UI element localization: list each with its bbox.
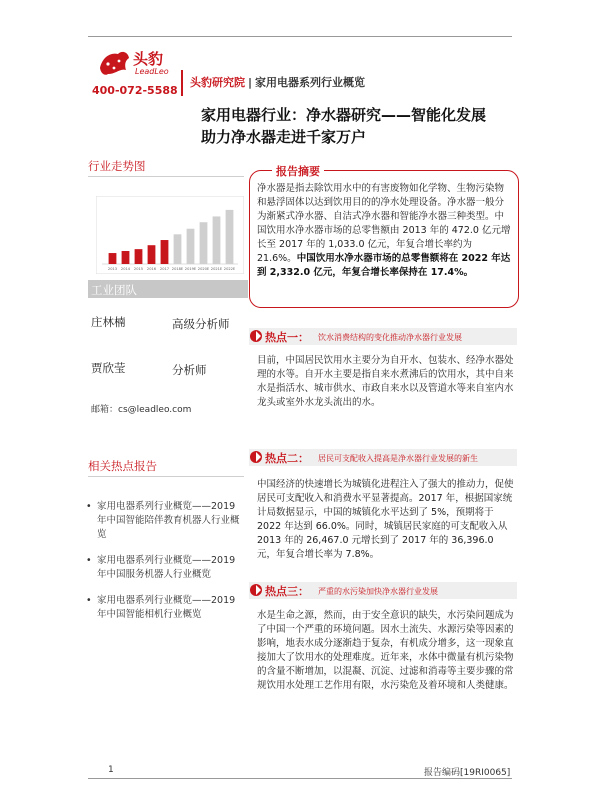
- related-report-item[interactable]: • 家用电器系列行业概览——2019 年中国智能相机行业概览: [86, 594, 246, 622]
- hotspot-icon: [249, 583, 263, 597]
- related-divider: [88, 476, 244, 477]
- chart-bar: [161, 240, 169, 264]
- summary-label: 报告摘要: [272, 163, 324, 179]
- contact-email[interactable]: 邮箱：cs@leadleo.com: [91, 405, 192, 415]
- hotspot-icon: [249, 329, 263, 343]
- trend-heading: 行业走势图: [88, 159, 146, 173]
- institute-name: 头豹研究院: [190, 76, 245, 89]
- series-name: 家用电器系列行业概览: [255, 76, 366, 89]
- page-title-line1: 家用电器行业：净水器研究——智能化发展: [201, 106, 487, 124]
- trend-chart: [96, 196, 244, 274]
- chart-tick-label: 2016: [146, 267, 157, 271]
- hotspot-subtitle: 居民可支配收入提高是净水器行业发展的新生: [318, 454, 478, 463]
- chart-tick-label: 2021E: [210, 267, 223, 271]
- chart-tick-label: 2015: [133, 267, 144, 271]
- chart-tick-label: 2018E: [171, 267, 184, 271]
- hotspot-body: 水是生命之源，然而，由于安全意识的缺失，水污染问题成为了中国一个严重的环境问题。因水土流失、水源污染等因素的影响，地表水成分逐渐趋于复杂，有机成分增多，这一现象直接加大了饮用水的处理难度。近年来，水体中微量有机污染物的含量不断增加，以混凝、沉淀、过滤和消毒等主要步骤的常规饮用水处理工艺作用有限，水污染危及着环境和人类健康。: [257, 610, 514, 691]
- report-code: 报告编码[19RI0065]: [424, 768, 511, 778]
- page-title: [201, 104, 521, 148]
- team-heading-bar: [88, 280, 248, 298]
- related-report-item[interactable]: • 家用电器系列行业概览——2019 年中国智能陪伴教育机器人行业概览: [86, 500, 246, 542]
- chart-bar: [135, 249, 143, 264]
- analyst-role: 分析师: [172, 363, 207, 377]
- analyst-name: 贾欣莹: [91, 361, 126, 375]
- trend-divider: [88, 176, 244, 177]
- chart-tick-label: 2014: [120, 267, 131, 271]
- hotspot-body: 目前，中国居民饮用水主要分为自开水、包装水、经净水器处理的水等。自开水主要是指自来水煮沸后的饮用水，其中自来水是指活水、城市供水、市政自来水以及管道水等来自室内水龙头或室外水龙头流出的水。: [257, 355, 514, 408]
- page-number: 1: [108, 765, 114, 775]
- chart-bar: [122, 251, 130, 264]
- chart-bar: [226, 210, 234, 264]
- chart-bar: [174, 234, 182, 264]
- related-heading: 相关热点报告: [88, 459, 157, 473]
- analyst-name: 庄林楠: [91, 315, 126, 329]
- chart-bar: [200, 222, 208, 264]
- contact-phone: 400-072-5588: [92, 84, 178, 97]
- chart-tick-label: 2013: [107, 267, 118, 271]
- summary-highlight: 中国饮用水净水器市场的总零售额将在 2022 年达到 2,332.0 亿元，年复合增长率保持在 17.4%。: [257, 253, 511, 278]
- series-separator: |: [248, 76, 253, 89]
- analyst-role: 高级分析师: [172, 317, 230, 331]
- chart-tick-label: 2022E: [223, 267, 236, 271]
- page-title-line2: 助力净水器走进千家万户: [201, 128, 367, 146]
- chart-tick-label: 2017: [159, 267, 170, 271]
- summary-body: 净水器是指去除饮用水中的有害废物如化学物、生物污染物和悬浮固体以达到饮用目的的净水处理设备。净水器一般分为渐紧式净水器、自洁式净水器和智能净水器三种类型。中国饮用水净水器市场的总零售额由 2013 年的 472.0 亿元增长至 2017 年的 1,033.0 亿元，年复合增长率约为 21.6%。: [257, 183, 511, 264]
- chart-tick-label: 2020E: [197, 267, 210, 271]
- top-divider: [88, 36, 512, 37]
- hotspot-subtitle: 严重的水污染加快净水器行业发展: [318, 587, 438, 596]
- brand-name-en: LeadLeo: [135, 67, 169, 76]
- team-heading: 工业团队: [91, 283, 137, 297]
- hotspot-title: 热点二：: [265, 452, 309, 465]
- chart-bar: [187, 229, 195, 264]
- chart-bar: [213, 216, 221, 264]
- hotspot-body: 中国经济的快速增长为城镇化进程注入了强大的推动力，促使居民可支配收入和消费水平显著提高。2017 年，根据国家统计局数据显示，中国的城镇化水平达到了 5%，预期将于 2022 年达到 66.0%。同时，城镇居民家庭的可支配收入从 2013 年的 26,467.0 元增长到了 2017 年的 36,396.0 元，年复合增长率为 7.8%。: [257, 479, 514, 560]
- brand-name: 头豹: [133, 50, 164, 68]
- footer-divider: [88, 778, 512, 779]
- hotspot-icon: [249, 450, 263, 464]
- chart-bar: [109, 253, 117, 264]
- hotspot-title: 热点三：: [265, 585, 309, 598]
- header-accent-bar: [181, 70, 183, 96]
- chart-bar: [148, 245, 156, 264]
- chart-tick-label: 2019E: [184, 267, 197, 271]
- summary-text: [257, 182, 513, 280]
- series-line: [190, 74, 365, 90]
- related-report-list: [86, 500, 246, 634]
- related-report-item[interactable]: • 家用电器系列行业概览——2019 年中国服务机器人行业概览: [86, 554, 246, 582]
- hotspot-subtitle: 饮水消费结构的变化推动净水器行业发展: [318, 333, 462, 342]
- hotspot-title: 热点一：: [265, 331, 309, 344]
